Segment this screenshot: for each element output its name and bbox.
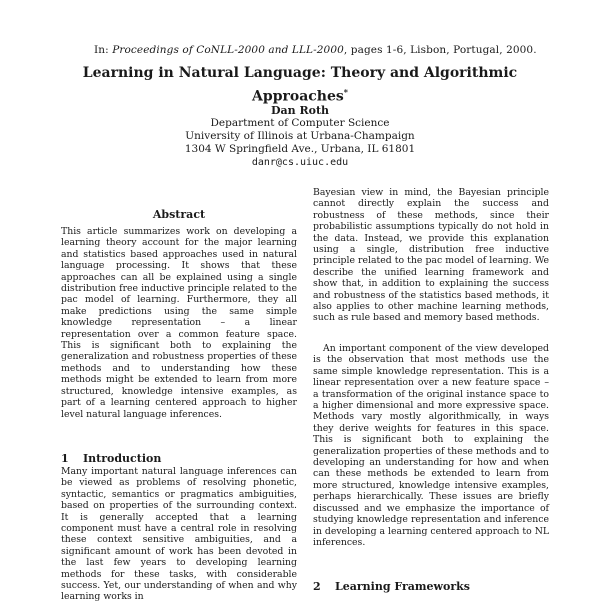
title-text: Learning in Natural Language: Theory and Algorithmic Approaches — [82, 65, 518, 105]
author-email: danr@cs.uiuc.edu — [251, 157, 349, 168]
abstract-heading: Abstract — [152, 208, 206, 221]
section-2-number: 2 — [313, 580, 321, 593]
section-1-heading — [61, 452, 161, 465]
venue-prefix: In: — [94, 44, 113, 56]
author-name: Dan Roth — [270, 104, 330, 117]
author-block — [60, 104, 540, 169]
author-address: 1304 W Springfield Ave., Urbana, IL 61801 — [184, 143, 416, 155]
section-2-heading — [313, 580, 470, 593]
venue-line — [94, 44, 537, 56]
section-1-text: Many important natural language inferences can be viewed as problems of resolving phonetic, syntactic, semantics or pragmatics ambiguities, based on properties of the surrounding context. It is generally accepted that a learning component must have a central role in resolving these context sensitive ambiguities, and a significant amount of work has been devoted in the last few years to developing learning methods for these tasks, with considerable success. Yet, our understanding of when and why learning works in — [61, 466, 297, 603]
abstract-text: This article summarizes work on developing a learning theory account for the major learning and statistics based approaches used in natural language processing. It shows that these approaches can all be explained using a single distribution free inductive principle related to the pac model of learning. Furthermore, they all make predictions using the same simple knowledge representation – a linear representation over a common feature space. This is significant both to explaining the generalization and robustness properties of these methods and to understanding how these methods might be extended to learn from more structured, knowledge intensive examples, as part of a learning centered approach to higher level natural language inferences. — [61, 226, 297, 420]
paper-title — [60, 64, 540, 107]
section-1-title: Introduction — [83, 452, 162, 465]
right-column-paragraph-1: Bayesian view in mind, the Bayesian principle cannot directly explain the success and robustness of these methods, since their probabilistic assumptions typically do not hold in the data. Instead, we provide this explanation using a single, distribution free inductive principle related to the pac model of learning. We describe the unified learning framework and show that, in addition to explaining the success and robustness of the statistics based methods, it also applies to other machine learning methods, such as rule based and memory based methods. — [313, 187, 549, 324]
venue-name: Proceedings of CoNLL-2000 and LLL-2000 — [112, 44, 344, 56]
right-column-paragraph-2: An important component of the view developed is the observation that most methods use the same simple knowledge representation. This is a linear representation over a new feature space – a transformation of the original instance space to a higher dimensional and more expressive space. Methods vary mostly algorithmically, in ways they derive weights for features in this space. This is significant both to explaining the generalization properties of these methods and to developing an understanding for how and when can these methods be extended to learn from more structured, knowledge intensive examples, perhaps hierarchically. These issues are briefly discussed and we emphasize the importance of studying knowledge representation and inference in developing a learning centered approach to NL inferences. — [313, 343, 549, 548]
title-footnote-mark: * — [343, 87, 348, 97]
venue-suffix: , pages 1-6, Lisbon, Portugal, 2000. — [343, 44, 537, 56]
section-1-number: 1 — [61, 452, 69, 465]
section-2-title: Learning Frameworks — [335, 580, 470, 593]
author-university: University of Illinois at Urbana-Champaign — [185, 130, 415, 142]
author-department: Department of Computer Science — [210, 117, 390, 129]
